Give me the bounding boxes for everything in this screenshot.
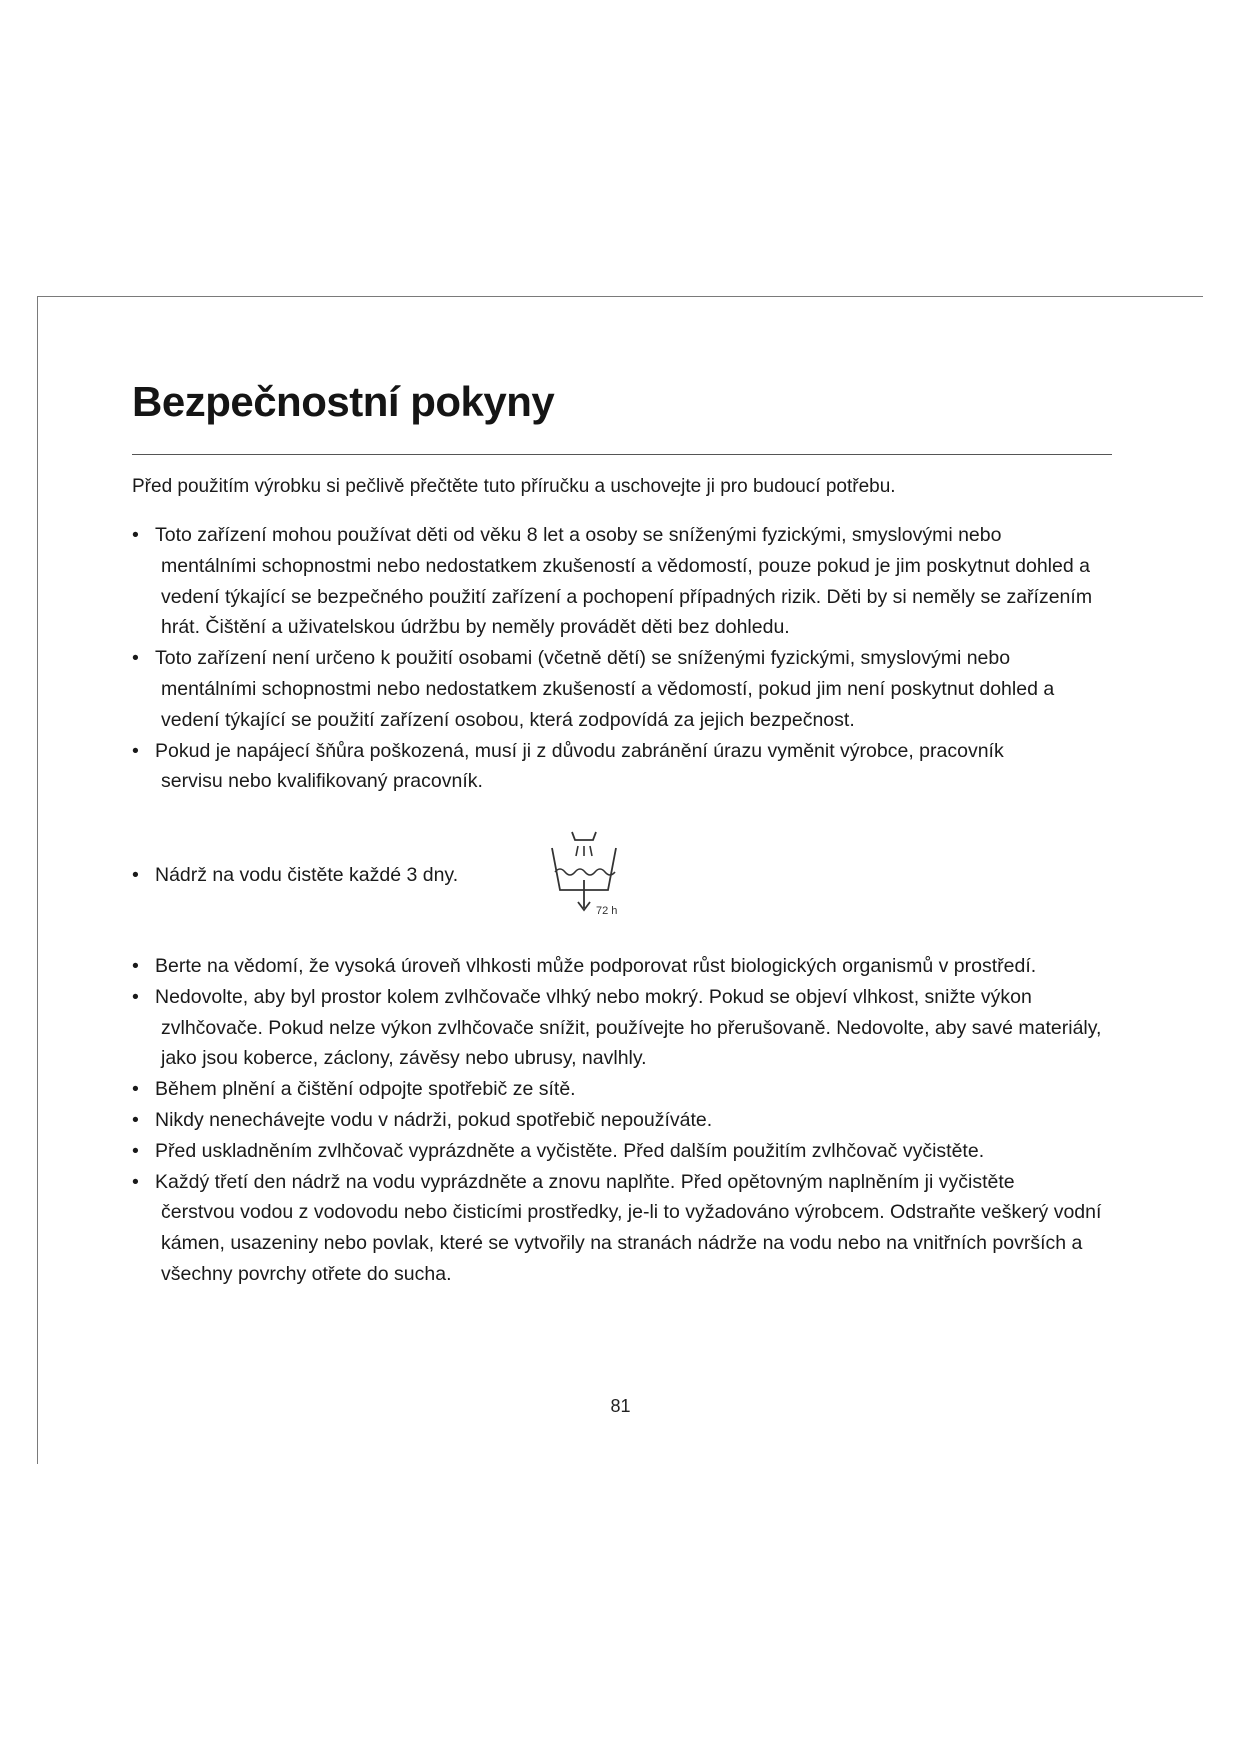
title-divider bbox=[132, 454, 1112, 455]
page-title: Bezpečnostní pokyny bbox=[132, 378, 555, 425]
list-item-continuation: mentálními schopnostmi nebo nedostatkem zkušeností a vědomostí, pokud jim není poskytnut dohled a vedení týkající se použití zařízení osobou, která zodpovídá za jejich bezpečnost. bbox=[161, 677, 1055, 731]
list-item-first-line: • Nikdy nenechávejte vodu v nádrži, pokud spotřebič nepoužíváte. bbox=[155, 1108, 713, 1131]
tank-cleaning-text: Nádrž na vodu čistěte každé 3 dny. bbox=[155, 864, 459, 886]
list-item bbox=[132, 951, 1112, 982]
list-item-first-line: • Každý třetí den nádrž na vodu vyprázdněte a znovu naplňte. Před opětovným naplněním ji vyčistěte bbox=[155, 1170, 1015, 1193]
list-item bbox=[132, 1105, 1112, 1136]
list-item-continuation: mentálními schopnostmi nebo nedostatkem zkušeností a vědomostí, pouze pokud je jim poskytnut dohled a vedení týkající se bezpečného použití zařízení a pochopení případných rizik. Děti by si neměly se zařízením hrát. Čištění a uživatelskou údržbu by neměly provádět děti bez dohledu. bbox=[161, 554, 1093, 639]
safety-list-humidity bbox=[132, 951, 1112, 1290]
list-item-first-line: • Pokud je napájecí šňůra poškozená, musí ji z důvodu zabránění úrazu vyměnit výrobce, pracovník bbox=[155, 739, 1004, 762]
list-item bbox=[132, 520, 1112, 643]
list-item bbox=[132, 982, 1112, 1074]
list-item-first-line: • Nedovolte, aby byl prostor kolem zvlhčovače vlhký nebo mokrý. Pokud se objeví vlhkost, snižte výkon bbox=[155, 985, 1032, 1008]
safety-list-general bbox=[132, 520, 1112, 797]
list-item-first-line: • Toto zařízení není určeno k použití osobami (včetně dětí) se sníženými fyzickými, smyslovými nebo bbox=[155, 647, 1011, 670]
page-number: 81 bbox=[610, 1396, 631, 1416]
tank-cleaning-item bbox=[132, 860, 458, 891]
list-item-first-line: • Před uskladněním zvlhčovač vyprázdněte a vyčistěte. Před dalším použitím zvlhčovač vyčistěte. bbox=[155, 1139, 985, 1162]
list-item-continuation: zvlhčovače. Pokud nelze výkon zvlhčovače snížit, používejte ho přerušovaně. Nedovolte, aby savé materiály, jako jsou koberce, záclony, závěsy nebo ubrusy, navlhly. bbox=[161, 1016, 1102, 1070]
list-item-first-line: • Během plnění a čištění odpojte spotřebič ze sítě. bbox=[155, 1078, 576, 1101]
list-item-continuation: čerstvou vodou z vodovodu nebo čisticími prostředky, je-li to vyžadováno výrobcem. Odstraňte veškerý vodní kámen, usazeniny nebo povlak, které se vytvořily na stranách nádrže na vodu nebo na vnitřních površích a všechny povrchy otřete do sucha. bbox=[161, 1201, 1102, 1285]
list-item bbox=[132, 1136, 1112, 1167]
list-item-first-line: • Berte na vědomí, že vysoká úroveň vlhkosti může podporovat růst biologických organismů v prostředí. bbox=[155, 955, 1037, 977]
list-item bbox=[132, 1167, 1112, 1290]
list-item-first-line: • Toto zařízení mohou používat děti od věku 8 let a osoby se sníženými fyzickými, smyslovými nebo bbox=[155, 524, 1002, 546]
intro-paragraph: Před použitím výrobku si pečlivě přečtěte tuto příručku a uschovejte ji pro budoucí potřebu. bbox=[132, 476, 896, 497]
list-item-continuation: servisu nebo kvalifikovaný pracovník. bbox=[161, 770, 483, 793]
list-item bbox=[132, 1074, 1112, 1105]
list-item bbox=[132, 643, 1112, 735]
tank-icon-label: 72 h bbox=[596, 905, 618, 917]
list-item bbox=[132, 736, 1112, 798]
tank-cleaning-icon bbox=[540, 826, 630, 926]
